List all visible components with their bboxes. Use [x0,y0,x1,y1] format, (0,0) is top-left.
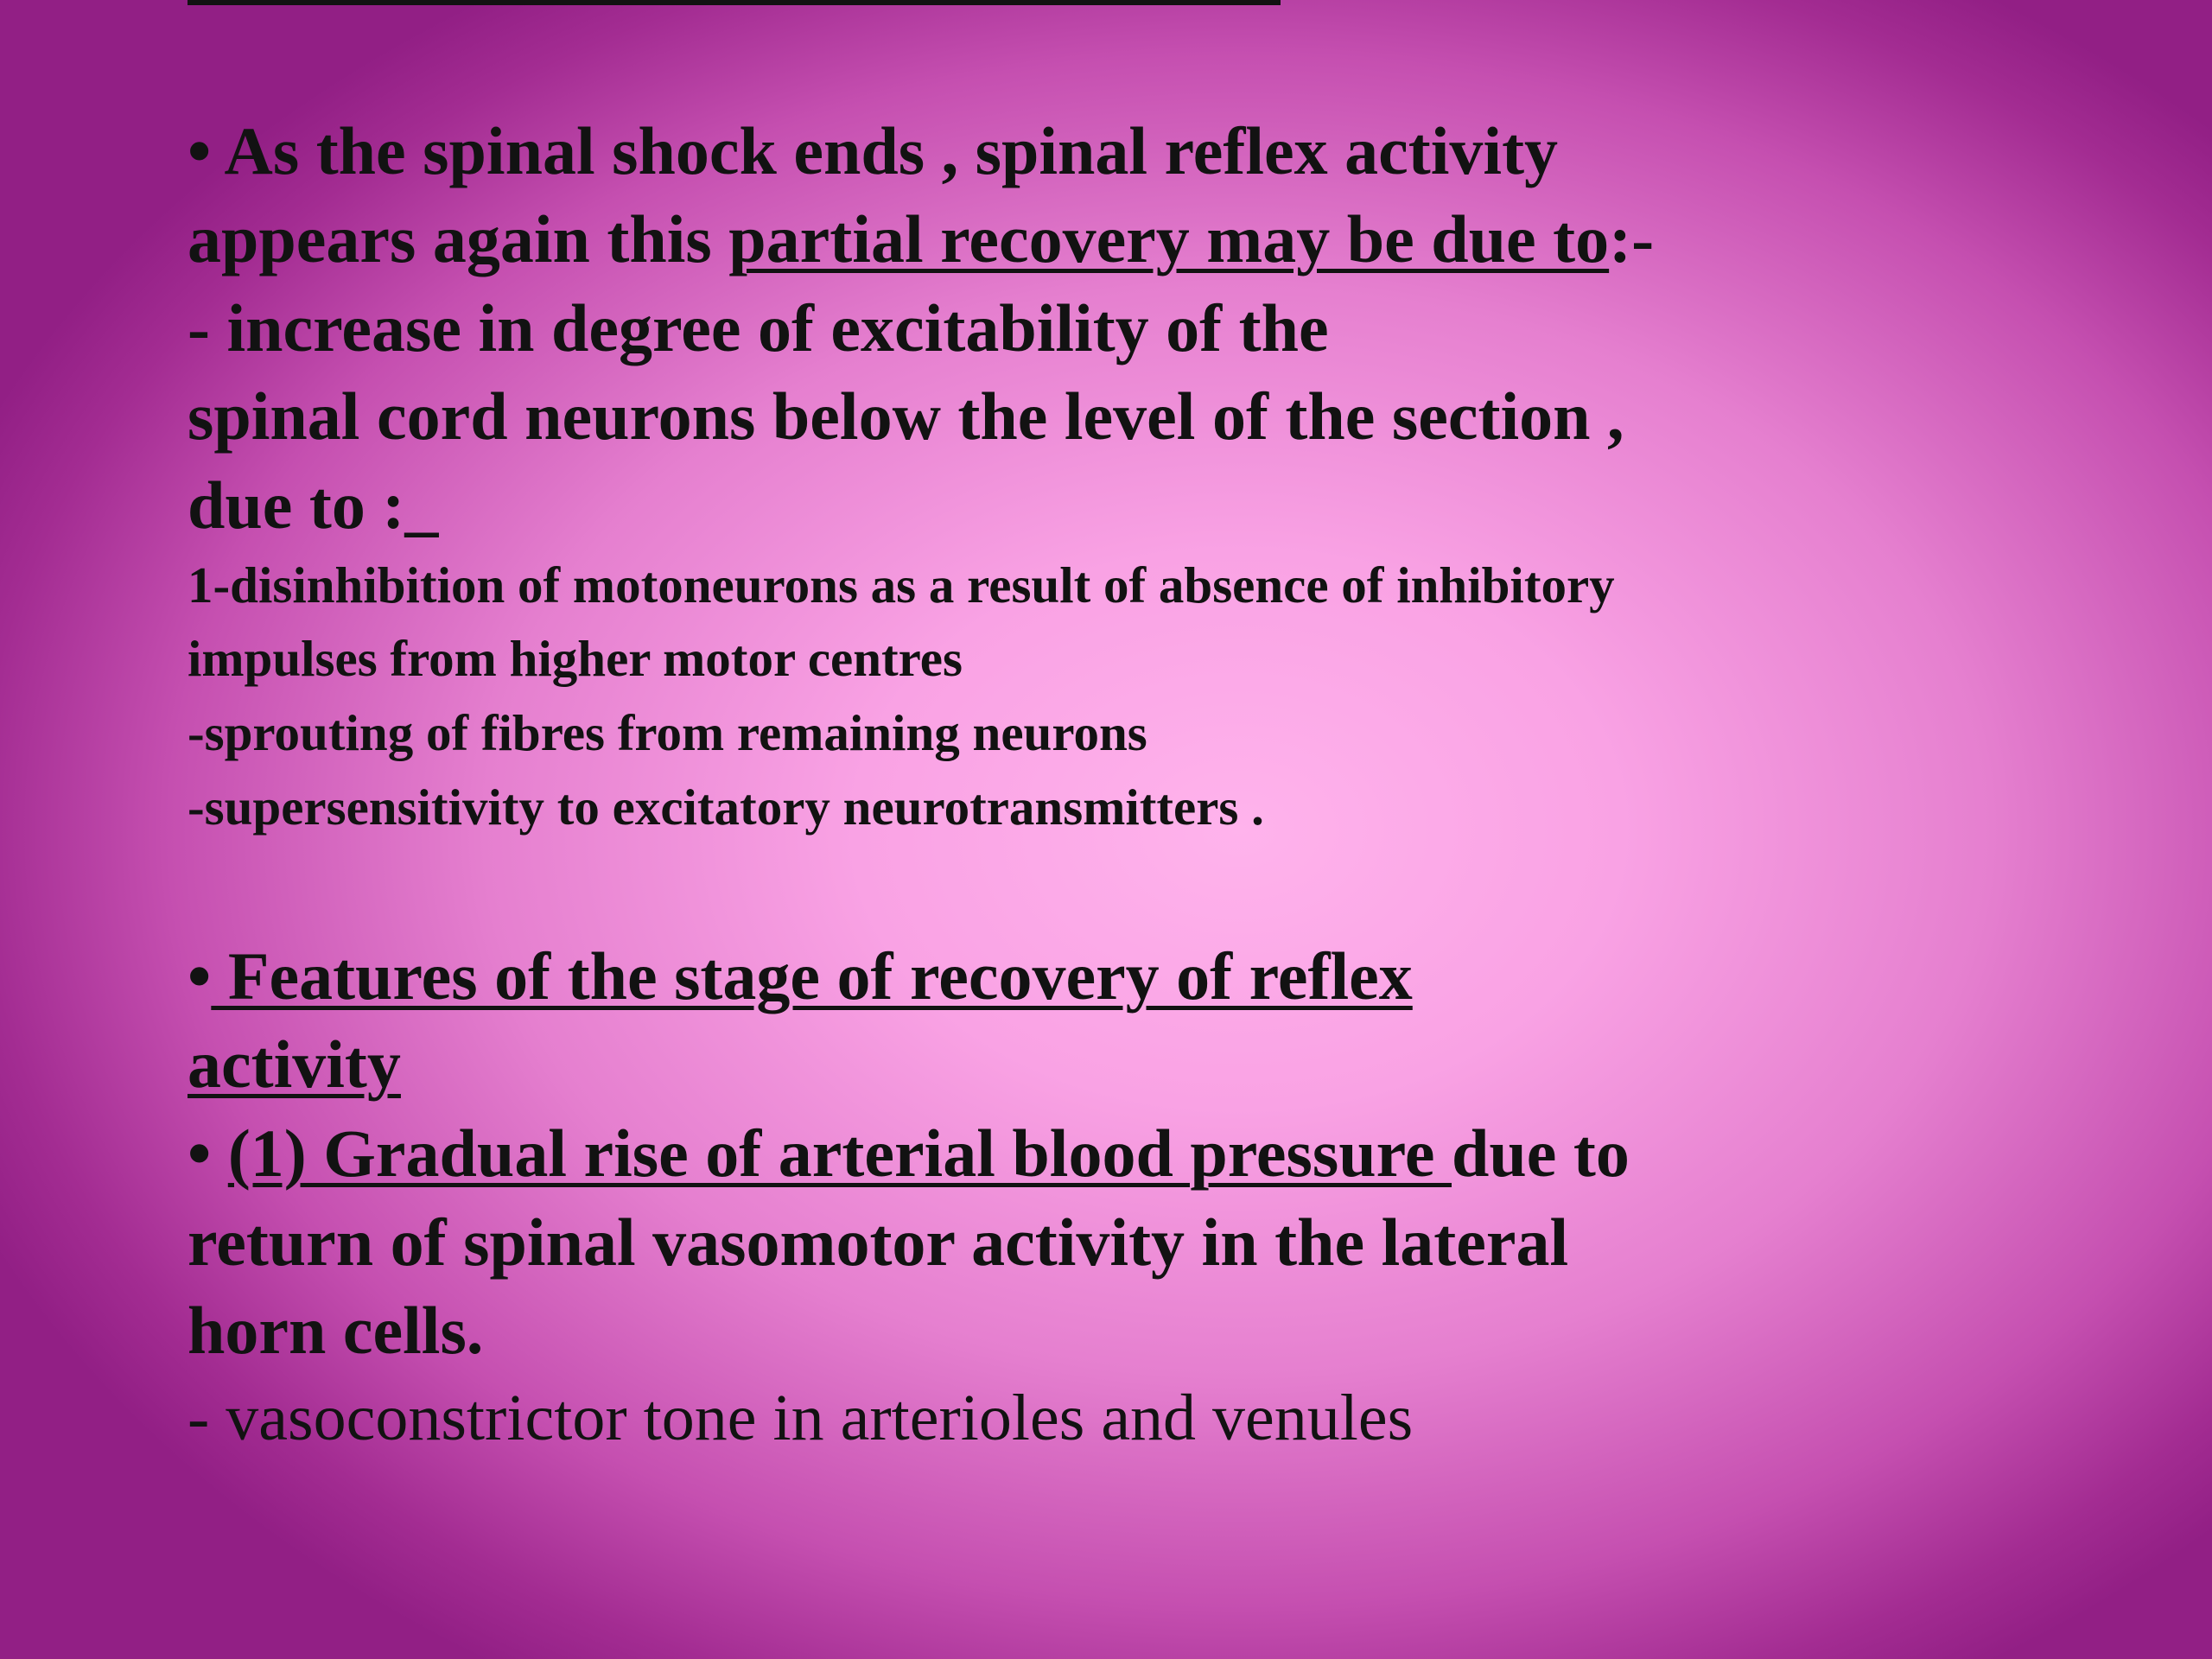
line-11 [188,1026,401,1103]
underlined-heading: Features of the stage of recovery of reflex [211,938,1413,1014]
cut-off-underline [188,0,1281,5]
line-2: appears again this partial recovery may be due to:- [188,201,1655,276]
underlined-heading-cont: activity [188,1027,401,1102]
underlined-phrase: partial recovery may be due to [728,201,1610,276]
line-6: 1-disinhibition of motoneurons as a result of absence of inhibitory [188,556,1615,613]
line-14: horn cells. [188,1293,484,1368]
line-9: -supersensitivity to excitatory neurotransmitters . [188,779,1264,836]
bullet-line-1: • As the spinal shock ends , spinal reflex activity [188,113,1559,188]
bullet-line-12: • (1) Gradual rise of arterial blood pressure due to [188,1116,1630,1191]
line-4: spinal cord neurons below the level of the section , [188,378,1624,454]
line-5: due to :_ [188,467,439,543]
line-13: return of spinal vasomotor activity in the lateral [188,1205,1569,1280]
line-8: -sprouting of fibres from remaining neurons [188,704,1147,761]
line-15: - vasoconstrictor tone in arterioles and venules [188,1382,1414,1454]
slide [188,0,2140,1659]
underlined-item: (1) Gradual rise of arterial blood pressure [227,1116,1452,1191]
bullet-line-10: • Features of the stage of recovery of reflex [188,938,1413,1014]
line-3: - increase in degree of excitability of the [188,290,1329,365]
line-7: impulses from higher motor centres [188,630,963,687]
